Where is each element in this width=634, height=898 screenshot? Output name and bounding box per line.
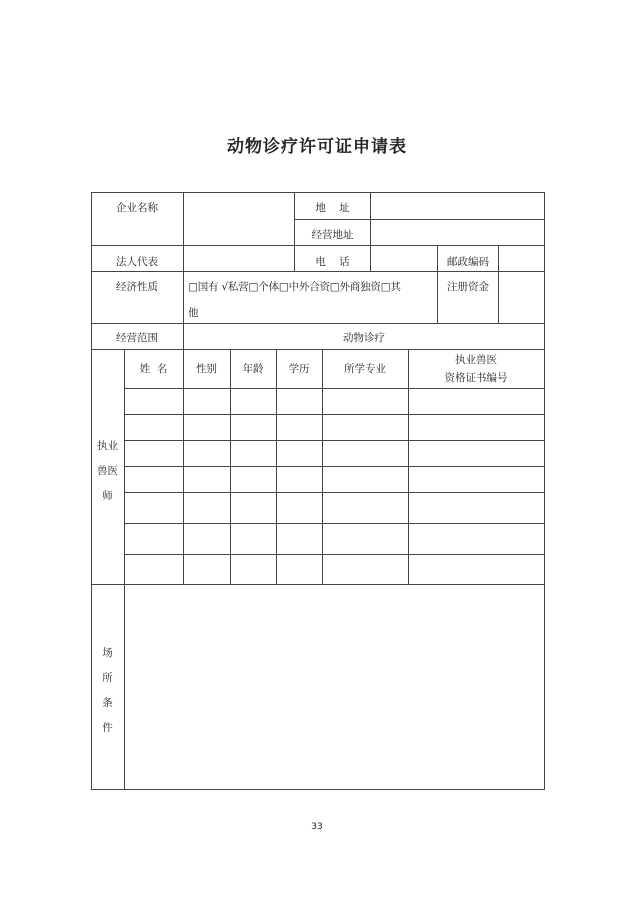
col-major: 所学专业 xyxy=(344,363,386,375)
col-cert-line2: 资格证书编号 xyxy=(444,372,508,384)
phone-label: 电 话 xyxy=(315,256,350,268)
premises-label-1: 场 xyxy=(102,647,113,659)
economic-nature-options: □国有 √私营□个体□中外合资□外商独资□其 xyxy=(188,281,401,293)
col-name: 姓 名 xyxy=(139,363,168,375)
business-address-label: 经营地址 xyxy=(311,229,354,241)
col-education: 学历 xyxy=(288,363,310,375)
vets-label-1: 执业 xyxy=(97,440,118,452)
business-scope-label: 经营范围 xyxy=(116,332,158,344)
legal-rep-label: 法人代表 xyxy=(116,256,158,268)
vets-label-3: 师 xyxy=(102,490,113,502)
col-gender: 性别 xyxy=(196,363,217,375)
address-label: 地 址 xyxy=(315,202,350,214)
vets-label-2: 兽医 xyxy=(97,465,118,477)
enterprise-name-label: 企业名称 xyxy=(116,202,158,214)
page-number: 33 xyxy=(311,822,323,832)
col-age: 年龄 xyxy=(242,363,264,375)
document-title: 动物诊疗许可证申请表 xyxy=(227,137,407,157)
postcode-label: 邮政编码 xyxy=(447,256,489,268)
economic-nature-options-cont: 他 xyxy=(188,307,199,319)
economic-nature-label: 经济性质 xyxy=(116,281,158,293)
premises-label-2: 所 xyxy=(102,672,113,684)
registered-capital-label: 注册资金 xyxy=(447,281,489,293)
premises-label-4: 件 xyxy=(102,722,113,734)
col-cert-line1: 执业兽医 xyxy=(455,354,497,366)
business-scope-value: 动物诊疗 xyxy=(343,332,385,344)
premises-label-3: 条 xyxy=(102,697,113,709)
